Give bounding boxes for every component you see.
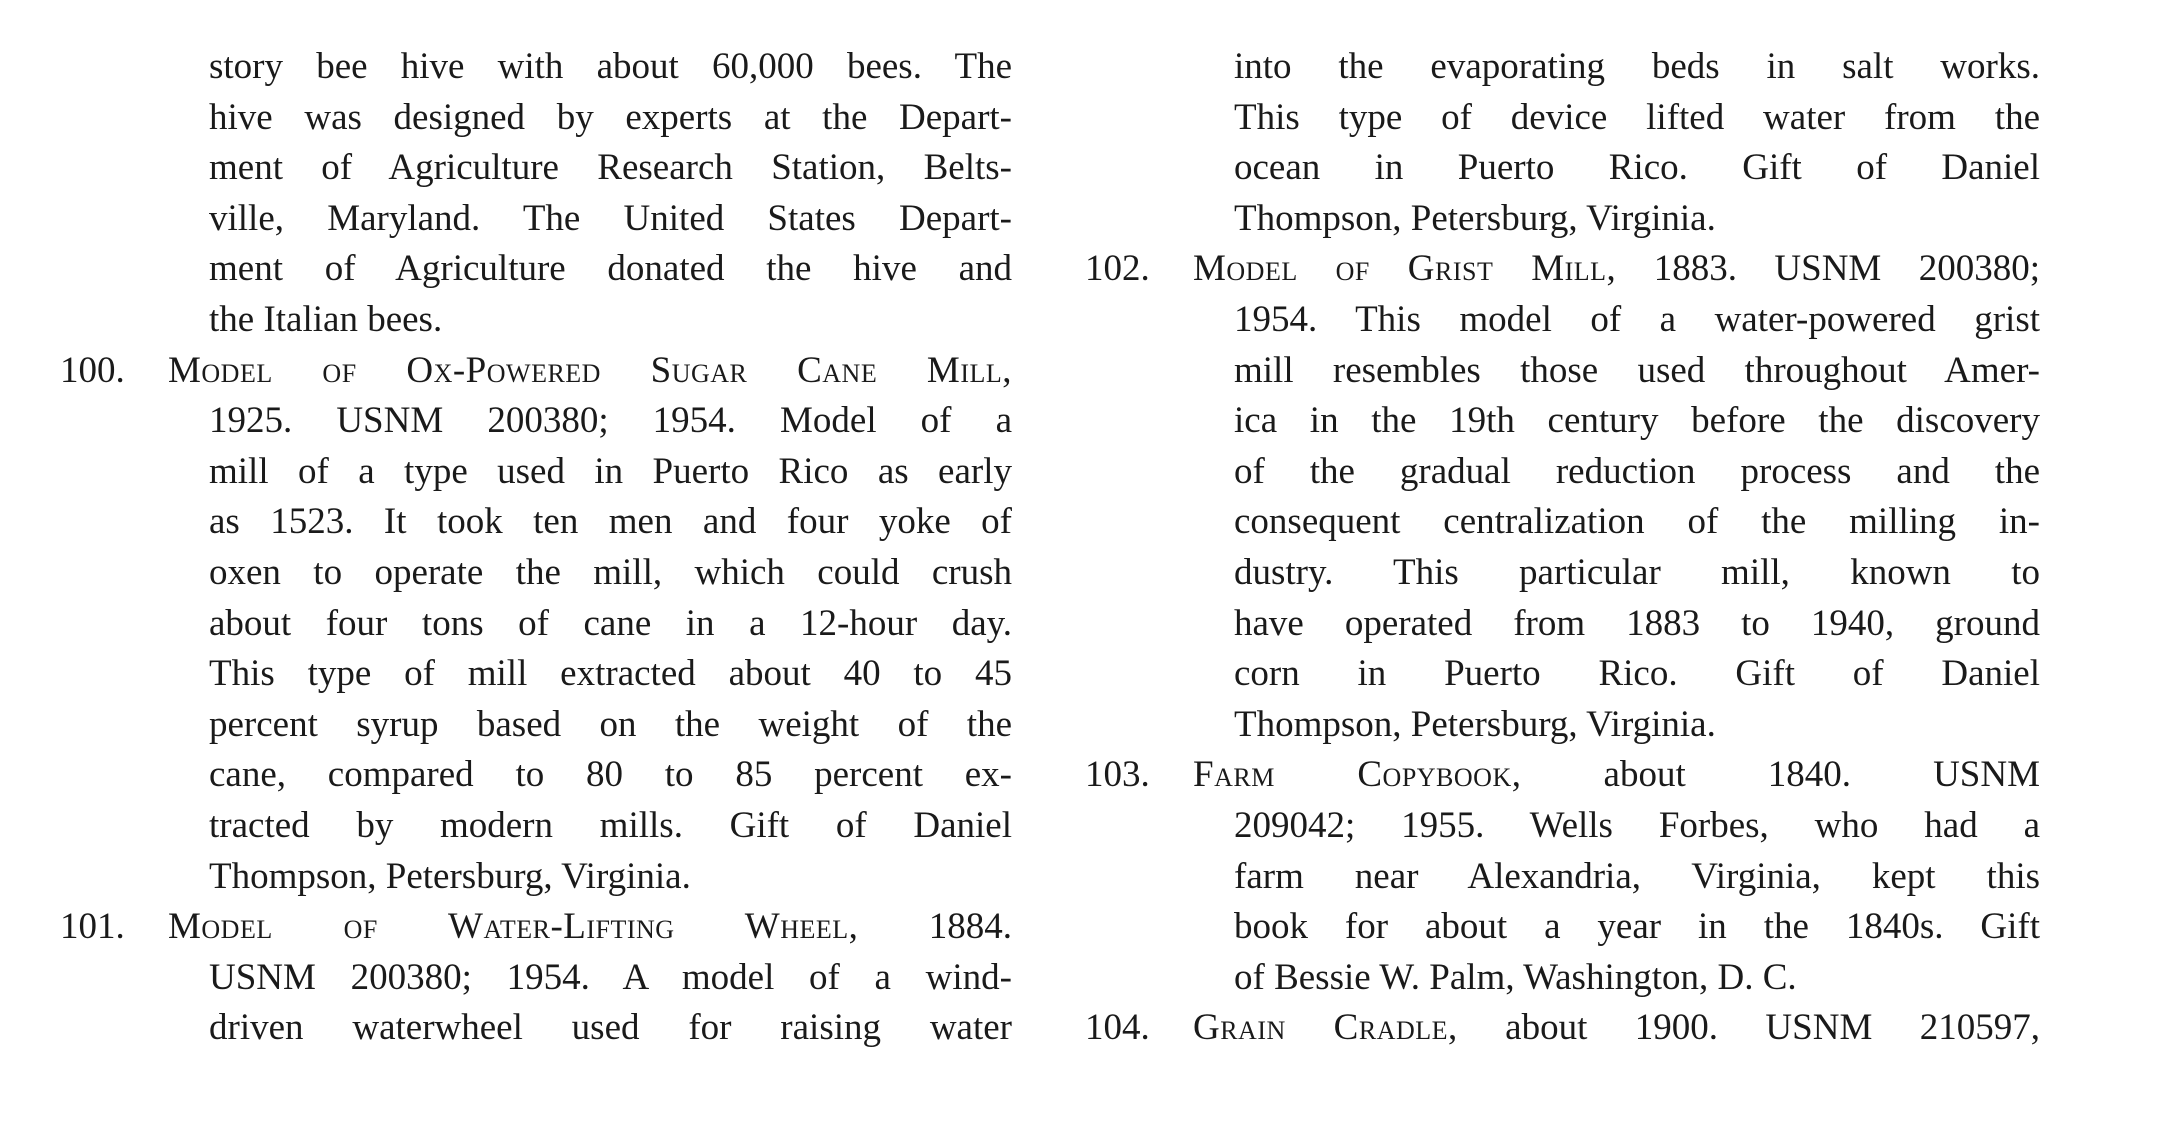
text-line: ment of Agriculture Research Station, Belts- [209, 147, 1012, 189]
text-line: Thompson, Petersburg, Virginia. [1234, 703, 1716, 745]
text-line: farm near Alexandria, Virginia, kept this [1234, 855, 2040, 897]
entry-title-suffix: about 1900. USNM 210597, [1505, 1007, 2040, 1049]
catalog-entry-104-heading [1085, 1003, 2040, 1054]
text-line: mill resembles those used throughout Amer- [1234, 349, 2040, 391]
text-line: about four tons of cane in a 12-hour day. [209, 602, 1012, 644]
text-line: book for about a year in the 1840s. Gift [1234, 906, 2040, 948]
text-line: This type of mill extracted about 40 to 45 [209, 653, 1012, 695]
entry-number: 103. [1085, 754, 1150, 796]
entry-title-line [1193, 750, 2040, 801]
text-line: have operated from 1883 to 1940, ground [1234, 602, 2040, 644]
entry-title-line [168, 902, 1012, 953]
catalog-entry-100-heading [60, 346, 1012, 397]
entry-title-suffix: about 1840. USNM [1603, 754, 2040, 796]
entry-title: Model of Ox-Powered Sugar Cane Mill, [168, 349, 1012, 391]
text-line: cane, compared to 80 to 85 percent ex- [209, 754, 1012, 796]
entry-title: Grain Cradle, [1193, 1007, 1458, 1049]
text-line: USNM 200380; 1954. A model of a wind- [209, 956, 1012, 998]
text-line: This type of device lifted water from the [1234, 96, 2040, 138]
entry-title-line [1193, 244, 2040, 295]
text-line: tracted by modern mills. Gift of Daniel [209, 804, 1012, 846]
entry-number: 102. [1085, 248, 1150, 290]
catalog-entry-102-heading [1085, 244, 2040, 295]
text-line: story bee hive with about 60,000 bees. The [209, 46, 1012, 87]
catalog-entry-101-heading [60, 902, 1012, 953]
entry-title-line [1193, 1003, 2040, 1054]
text-line: ville, Maryland. The United States Depart- [209, 197, 1012, 239]
text-line: ment of Agriculture donated the hive and [209, 248, 1012, 290]
text-line: oxen to operate the mill, which could crush [209, 551, 1012, 593]
text-line: Thompson, Petersburg, Virginia. [1234, 197, 1716, 239]
text-line: mill of a type used in Puerto Rico as early [209, 450, 1012, 492]
text-line: Thompson, Petersburg, Virginia. [209, 855, 691, 897]
entry-title-suffix: 1883. USNM 200380; [1653, 248, 2040, 290]
entry-number: 100. [60, 349, 125, 391]
entry-number: 104. [1085, 1007, 1150, 1049]
catalog-entry-103-heading [1085, 750, 2040, 801]
text-line: into the evaporating beds in salt works. [1234, 46, 2040, 87]
text-line: driven waterwheel used for raising water [209, 1007, 1012, 1049]
text-line: corn in Puerto Rico. Gift of Daniel [1234, 653, 2040, 695]
text-line: 209042; 1955. Wells Forbes, who had a [1234, 804, 2040, 846]
entry-title-suffix: 1884. [928, 906, 1013, 948]
left-column [60, 42, 1012, 1054]
text-line: as 1523. It took ten men and four yoke of [209, 501, 1012, 543]
entry-title-line [168, 346, 1012, 397]
text-line: 1954. This model of a water-powered grist [1234, 298, 2040, 340]
entry-number: 101. [60, 906, 125, 948]
text-line: percent syrup based on the weight of the [209, 703, 1012, 745]
text-line: 1925. USNM 200380; 1954. Model of a [209, 400, 1012, 442]
text-line: dustry. This particular mill, known to [1234, 551, 2040, 593]
text-line: ocean in Puerto Rico. Gift of Daniel [1234, 147, 2040, 189]
entry-title: Model of Water-Lifting Wheel, [168, 906, 859, 948]
text-line: ica in the 19th century before the discovery [1234, 400, 2040, 442]
entry-title: Model of Grist Mill, [1193, 248, 1617, 290]
text-line: hive was designed by experts at the Depart- [209, 96, 1012, 138]
text-line: of Bessie W. Palm, Washington, D. C. [1234, 956, 1797, 998]
text-line: of the gradual reduction process and the [1234, 450, 2040, 492]
text-line: the Italian bees. [209, 298, 443, 340]
text-line: consequent centralization of the milling in- [1234, 501, 2040, 543]
entry-title: Farm Copybook, [1193, 754, 1522, 796]
right-column [1085, 42, 2040, 1054]
